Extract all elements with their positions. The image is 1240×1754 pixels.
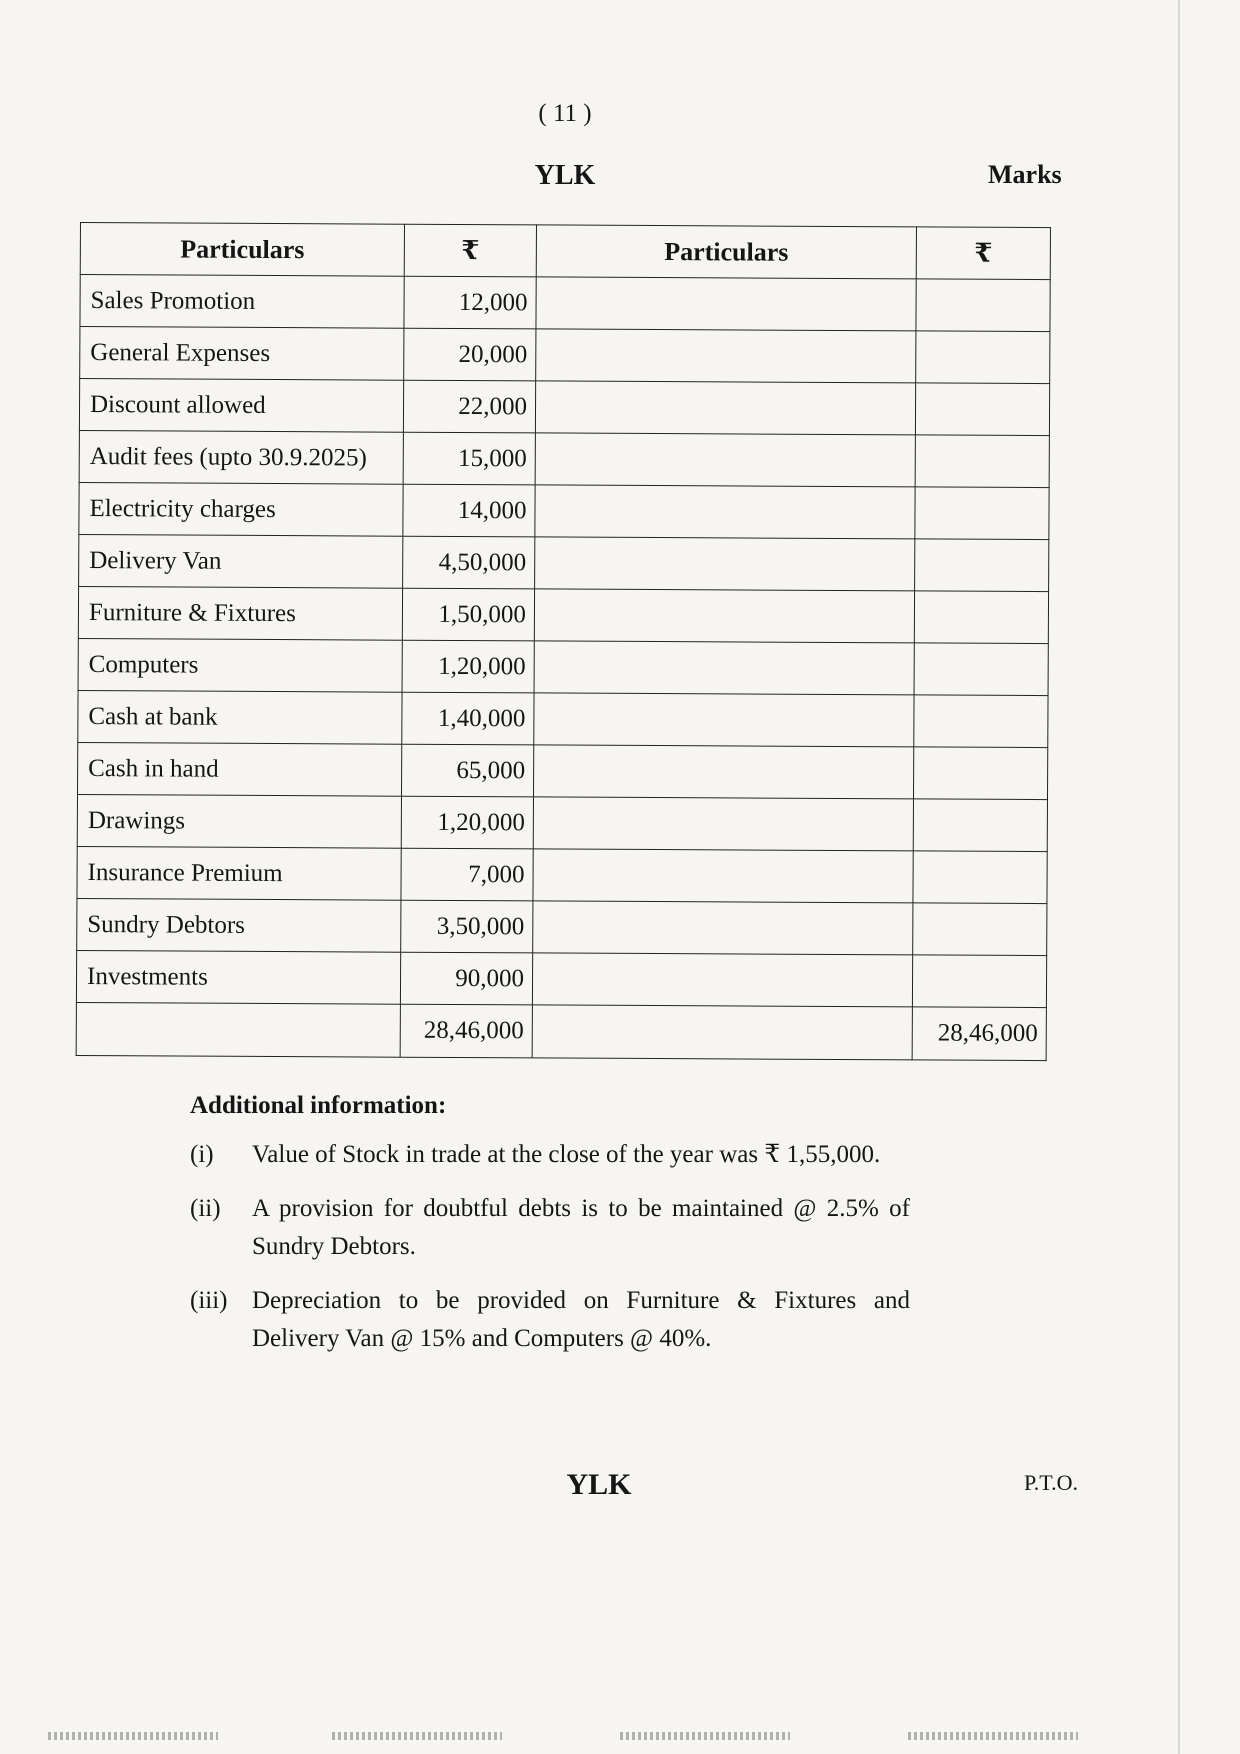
note-text: Value of Stock in trade at the close of the year was ₹ 1,55,000. (252, 1141, 881, 1168)
empty-cell (532, 953, 912, 1007)
row-particular: Delivery Van (79, 534, 403, 588)
header-rupee-left: ₹ (404, 224, 536, 277)
scan-artifact (332, 1732, 502, 1740)
total-amount-left: 28,46,000 (400, 1004, 532, 1058)
empty-cell (916, 331, 1050, 384)
trial-balance-table-container (76, 222, 1050, 1061)
page-edge-line (1178, 0, 1180, 1754)
table-header-row (80, 223, 1050, 280)
note-number: (iii) (190, 1287, 228, 1314)
table-row (79, 482, 1049, 539)
header-rupee-right: ₹ (916, 227, 1050, 280)
additional-note (190, 1190, 910, 1266)
row-amount: 1,40,000 (402, 692, 534, 745)
row-amount: 3,50,000 (401, 900, 533, 953)
please-turn-over: P.T.O. (1024, 1470, 1078, 1495)
empty-cell (534, 589, 914, 643)
table-row (78, 586, 1048, 643)
empty-cell (533, 849, 913, 903)
table-row (77, 846, 1047, 903)
header-particulars-right: Particulars (536, 225, 916, 279)
row-particular: Electricity charges (79, 482, 403, 536)
empty-cell (915, 435, 1049, 488)
row-particular: Drawings (77, 794, 401, 848)
table-row (78, 742, 1048, 799)
empty-cell (535, 537, 915, 591)
row-particular: Audit fees (upto 30.9.2025) (79, 430, 403, 484)
row-particular: General Expenses (80, 327, 404, 381)
note-text: Depreciation to be provided on Furniture & Fixtures and Delivery Van @ 15% and Computers @ 40%. (252, 1287, 910, 1352)
row-amount: 7,000 (401, 848, 533, 901)
row-amount: 90,000 (400, 952, 532, 1005)
row-amount: 65,000 (401, 744, 533, 797)
table-row (80, 275, 1050, 332)
empty-cell (533, 797, 913, 851)
note-text: A provision for doubtful debts is to be maintained @ 2.5% of Sundry Debtors. (252, 1195, 910, 1260)
note-number: (ii) (190, 1195, 221, 1222)
empty-cell (535, 485, 915, 539)
empty-cell (533, 901, 913, 955)
empty-cell (914, 591, 1048, 644)
empty-cell (915, 487, 1049, 540)
row-particular: Discount allowed (79, 379, 403, 433)
row-amount: 4,50,000 (403, 536, 535, 589)
table-row (78, 638, 1048, 695)
marks-column-label: Marks (988, 160, 1062, 189)
empty-cell (915, 383, 1049, 436)
empty-cell (534, 641, 914, 695)
table-row (79, 430, 1049, 487)
trial-balance-table (76, 222, 1051, 1061)
empty-cell (76, 1002, 400, 1057)
empty-cell (912, 955, 1046, 1008)
row-particular: Sundry Debtors (77, 898, 401, 952)
total-amount-right: 28,46,000 (912, 1007, 1046, 1061)
row-particular: Investments (76, 950, 400, 1004)
empty-cell (535, 381, 915, 435)
row-amount: 14,000 (403, 484, 535, 537)
row-particular: Sales Promotion (80, 275, 404, 329)
page-number: ( 11 ) (538, 100, 592, 127)
table-row (79, 379, 1049, 436)
row-particular: Cash at bank (78, 690, 402, 744)
table-row (78, 690, 1048, 747)
additional-information (190, 1092, 910, 1374)
empty-cell (913, 851, 1047, 904)
additional-note (190, 1136, 910, 1174)
table-row (77, 898, 1047, 955)
empty-cell (533, 745, 913, 799)
row-amount: 1,20,000 (402, 640, 534, 693)
row-amount: 1,20,000 (401, 796, 533, 849)
row-particular: Computers (78, 638, 402, 692)
row-particular: Insurance Premium (77, 846, 401, 900)
row-particular: Cash in hand (78, 742, 402, 796)
empty-cell (913, 799, 1047, 852)
row-particular: Furniture & Fixtures (78, 586, 402, 640)
empty-cell (916, 279, 1050, 332)
row-amount: 1,50,000 (402, 588, 534, 641)
additional-information-title: Additional information: (190, 1092, 447, 1119)
row-amount: 12,000 (404, 276, 536, 329)
header-particulars-left: Particulars (80, 223, 404, 277)
empty-cell (913, 747, 1047, 800)
empty-cell (535, 433, 915, 487)
total-row (76, 1002, 1046, 1060)
note-number: (i) (190, 1141, 214, 1168)
additional-note (190, 1282, 910, 1358)
table-row (76, 950, 1046, 1007)
empty-cell (913, 903, 1047, 956)
empty-cell (534, 693, 914, 747)
row-amount: 15,000 (403, 432, 535, 485)
row-amount: 20,000 (404, 328, 536, 381)
empty-cell (914, 695, 1048, 748)
paper-code-header: YLK (534, 160, 596, 191)
scan-artifact (48, 1732, 218, 1740)
empty-cell (914, 643, 1048, 696)
scan-artifact (620, 1732, 790, 1740)
empty-cell (532, 1005, 912, 1060)
scan-artifact (908, 1732, 1078, 1740)
table-row (79, 534, 1049, 591)
empty-cell (536, 277, 916, 331)
empty-cell (915, 539, 1049, 592)
empty-cell (536, 329, 916, 383)
row-amount: 22,000 (403, 380, 535, 433)
table-row (77, 794, 1047, 851)
table-row (80, 327, 1050, 384)
paper-code-footer: YLK (566, 1468, 632, 1501)
